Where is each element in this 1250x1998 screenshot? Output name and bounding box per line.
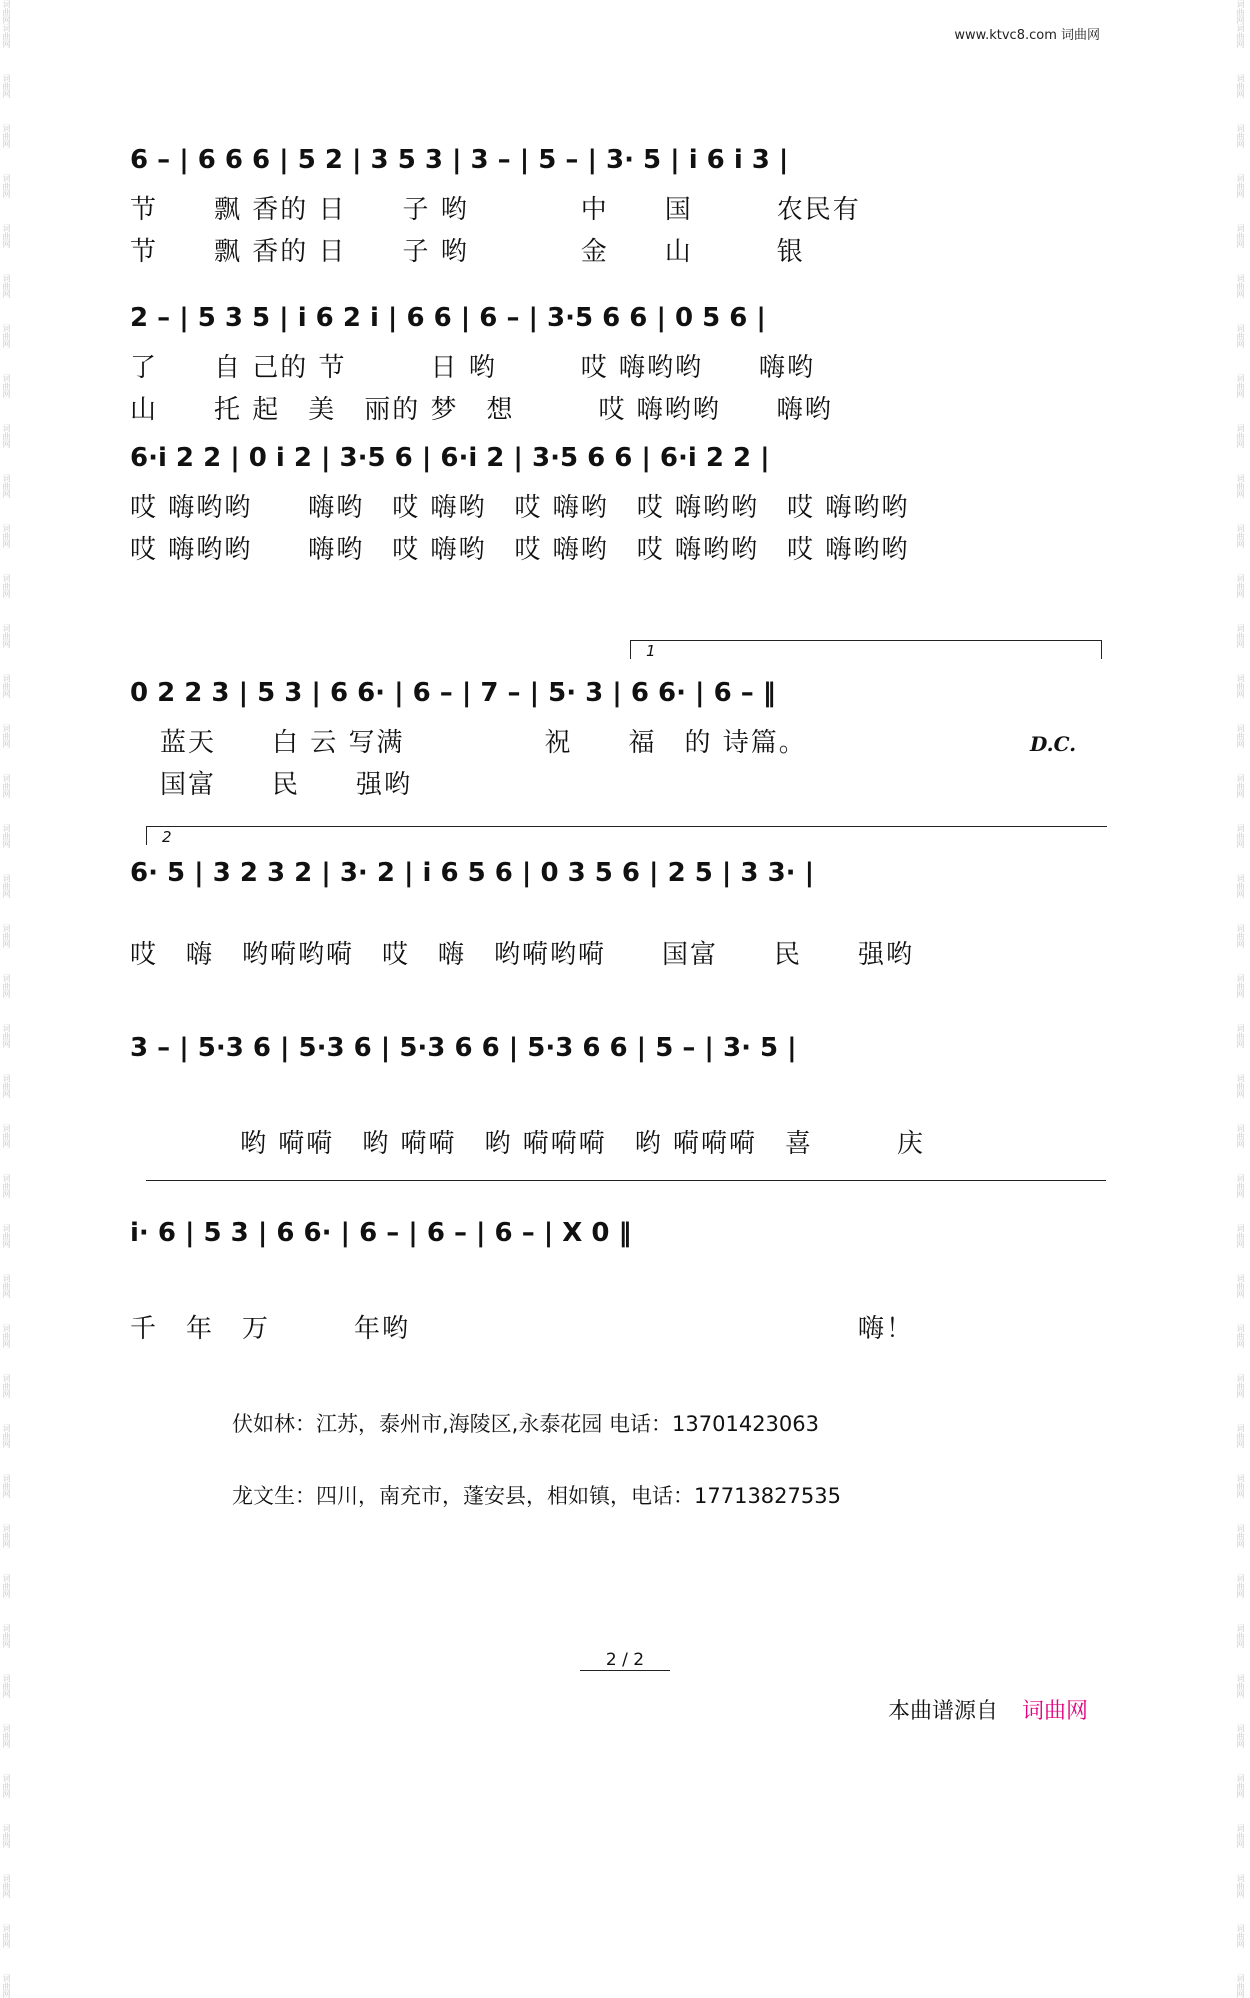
watermark-text: 词曲网 xyxy=(2,674,11,698)
notes-text: 2 – | 5 3 5 | i 6 2 i | 6 6 | 6 – | 3·5 6 6 | 0 5 6 | xyxy=(130,303,766,333)
lyric-verse-1 xyxy=(130,1308,1110,1350)
lyric-text: 蓝天 白 云 写满 祝 福 的 诗篇。 xyxy=(160,728,807,758)
score-system-6 xyxy=(130,1033,1110,1165)
watermark-text: 词曲网 xyxy=(1236,674,1245,698)
watermark-text: 词曲网 xyxy=(1236,1624,1245,1648)
watermark-text: 词曲网 xyxy=(2,1974,11,1998)
watermark-text: 词曲网 xyxy=(1236,1124,1245,1148)
watermark-text: 词曲网 xyxy=(2,24,11,48)
watermark-text: 词曲网 xyxy=(2,74,11,98)
watermark-text: 词曲网 xyxy=(1236,1424,1245,1448)
notes-text: 3 – | 5·3 6 | 5·3 6 | 5·3 6 6 | 5·3 6 6 | 5 – | 3· 5 | xyxy=(130,1033,797,1063)
lyric-text: 哎 嗨哟哟 嗨哟 哎 嗨哟 哎 嗨哟 哎 嗨哟哟 哎 嗨哟哟 xyxy=(130,535,910,565)
watermark-text: 词曲网 xyxy=(1236,774,1245,798)
watermark-text: 词曲网 xyxy=(2,224,11,248)
lyric-text: 节 飘 香的 日 子 哟 金 山 银 xyxy=(130,237,805,267)
volta-bracket-1 xyxy=(630,640,1102,659)
watermark-text: 词曲网 xyxy=(2,724,11,748)
watermark-text: 词曲网 xyxy=(1236,1874,1245,1898)
watermark-text: 词曲网 xyxy=(2,1574,11,1598)
header-site-link[interactable]: www.ktvc8.com 词曲网 xyxy=(954,28,1100,43)
watermark-text: 词曲网 xyxy=(1236,0,1245,24)
notes-text: i· 6 | 5 3 | 6 6· | 6 – | 6 – | 6 – | X 0 ‖ xyxy=(130,1218,632,1248)
watermark-text: 词曲网 xyxy=(1236,324,1245,348)
watermark-text: 词曲网 xyxy=(1236,124,1245,148)
watermark-text: 词曲网 xyxy=(1236,1974,1245,1998)
watermark-text: 词曲网 xyxy=(2,1924,11,1948)
credit-line-2: 龙文生：四川，南充市，蓬安县，相如镇，电话：17713827535 xyxy=(232,1484,841,1508)
watermark-text: 词曲网 xyxy=(1236,174,1245,198)
score-system-2 xyxy=(130,303,1110,431)
watermark-text: 词曲网 xyxy=(2,1624,11,1648)
volta-label-1: 1 xyxy=(646,642,656,660)
watermark-text: 词曲网 xyxy=(2,924,11,948)
watermark-text: 词曲网 xyxy=(2,474,11,498)
notes-text: 0 2 2 3 | 5 3 | 6 6· | 6 – | 7 – | 5· 3 | 6 6· | 6 – ‖ xyxy=(130,678,776,708)
lyric-text: 节 飘 香的 日 子 哟 中 国 农民有 xyxy=(130,195,861,225)
watermark-text: 词曲网 xyxy=(2,1524,11,1548)
watermark-text: 词曲网 xyxy=(1236,1174,1245,1198)
watermark-text: 词曲网 xyxy=(1236,724,1245,748)
notes-line xyxy=(130,1218,1110,1258)
watermark-text: 词曲网 xyxy=(1236,424,1245,448)
notes-text: 6· 5 | 3 2 3 2 | 3· 2 | i 6 5 6 | 0 3 5 6 | 2 5 | 3 3· | xyxy=(130,858,815,888)
watermark-text: 词曲网 xyxy=(1236,1324,1245,1348)
watermark-text: 词曲网 xyxy=(1236,924,1245,948)
watermark-text: 词曲网 xyxy=(1236,374,1245,398)
watermark-text: 词曲网 xyxy=(2,974,11,998)
watermark-text: 词曲网 xyxy=(2,324,11,348)
watermark-text: 词曲网 xyxy=(1236,1024,1245,1048)
score-system-5 xyxy=(130,858,1110,976)
watermark-text: 词曲网 xyxy=(2,1874,11,1898)
lyric-text: 国富 民 强哟 xyxy=(160,770,413,800)
watermark-text: 词曲网 xyxy=(1236,1274,1245,1298)
watermark-text: 词曲网 xyxy=(2,1424,11,1448)
lyric-verse-2 xyxy=(130,389,1110,431)
watermark-text: 词曲网 xyxy=(1236,1674,1245,1698)
score-system-7 xyxy=(130,1218,1110,1350)
watermark-text: 词曲网 xyxy=(1236,1774,1245,1798)
notes-line xyxy=(130,678,1110,718)
watermark-text: 词曲网 xyxy=(1236,274,1245,298)
notes-text: 6 – | 6 6 6 | 5 2 | 3 5 3 | 3 – | 5 – | 3· 5 | i 6 i 3 | xyxy=(130,145,789,175)
system-top-rule xyxy=(146,1180,1106,1181)
credit-line-1: 伏如林：江苏，泰州市,海陵区,永泰花园 电话：13701423063 xyxy=(232,1412,819,1436)
dc-marking: D.C. xyxy=(1030,732,1077,756)
notes-line xyxy=(130,145,1110,185)
watermark-text: 词曲网 xyxy=(2,874,11,898)
source-brand-link[interactable]: 词曲网 xyxy=(1021,1699,1088,1724)
score-system-4 xyxy=(130,678,1110,806)
watermark-text: 词曲网 xyxy=(2,274,11,298)
watermark-text: 词曲网 xyxy=(2,1124,11,1148)
lyric-verse-2 xyxy=(130,529,1110,571)
watermark-text: 词曲网 xyxy=(2,624,11,648)
lyric-text: 哟 嗬嗬 哟 嗬嗬 哟 嗬嗬嗬 哟 嗬嗬嗬 喜 庆 xyxy=(240,1129,926,1159)
watermark-text: 词曲网 xyxy=(2,774,11,798)
watermark-text: 词曲网 xyxy=(1236,24,1245,48)
watermark-text: 词曲网 xyxy=(2,1474,11,1498)
watermark-text: 词曲网 xyxy=(2,1274,11,1298)
lyric-verse-1 xyxy=(130,487,1110,529)
watermark-text: 词曲网 xyxy=(2,1374,11,1398)
watermark-text: 词曲网 xyxy=(1236,524,1245,548)
watermark-text: 词曲网 xyxy=(1236,974,1245,998)
volta-bracket-2 xyxy=(146,826,1107,845)
lyric-verse-2 xyxy=(130,231,1110,273)
watermark-text: 词曲网 xyxy=(1236,1524,1245,1548)
watermark-text: 词曲网 xyxy=(1236,1574,1245,1598)
watermark-text: 词曲网 xyxy=(1236,574,1245,598)
watermark-text: 词曲网 xyxy=(2,1174,11,1198)
watermark-text: 词曲网 xyxy=(1236,74,1245,98)
watermark-text: 词曲网 xyxy=(2,1824,11,1848)
lyric-text: 哎 嗨哟哟 嗨哟 哎 嗨哟 哎 嗨哟 哎 嗨哟哟 哎 嗨哟哟 xyxy=(130,493,910,523)
lyric-verse-1 xyxy=(130,722,1110,764)
notes-line xyxy=(130,858,1110,898)
source-credit xyxy=(888,1694,1088,1725)
watermark-text: 词曲网 xyxy=(1236,1924,1245,1948)
watermark-text: 词曲网 xyxy=(2,1024,11,1048)
notes-line xyxy=(130,443,1110,483)
watermark-text: 词曲网 xyxy=(1236,224,1245,248)
watermark-text: 词曲网 xyxy=(2,524,11,548)
watermark-text: 词曲网 xyxy=(2,1724,11,1748)
watermark-text: 词曲网 xyxy=(2,1674,11,1698)
score-system-1 xyxy=(130,145,1110,273)
watermark-text: 词曲网 xyxy=(1236,1474,1245,1498)
source-prefix: 本曲谱源自 xyxy=(887,1699,998,1724)
watermark-text: 词曲网 xyxy=(2,1074,11,1098)
watermark-text: 词曲网 xyxy=(1236,1724,1245,1748)
notes-line xyxy=(130,1033,1110,1073)
watermark-left xyxy=(2,0,14,1998)
lyric-verse-1 xyxy=(130,347,1110,389)
watermark-text: 词曲网 xyxy=(1236,1824,1245,1848)
watermark-text: 词曲网 xyxy=(1236,874,1245,898)
watermark-text: 词曲网 xyxy=(1236,1074,1245,1098)
volta-label-2: 2 xyxy=(162,828,172,846)
lyric-verse-1 xyxy=(130,934,1110,976)
watermark-text: 词曲网 xyxy=(1236,824,1245,848)
notes-text: 6·i 2 2 | 0 i 2 | 3·5 6 | 6·i 2 | 3·5 6 6 | 6·i 2 2 | xyxy=(130,443,770,473)
watermark-text: 词曲网 xyxy=(2,1324,11,1348)
watermark-text: 词曲网 xyxy=(2,124,11,148)
watermark-text: 词曲网 xyxy=(1236,1374,1245,1398)
watermark-text: 词曲网 xyxy=(1236,1224,1245,1248)
page-number-text: 2 / 2 xyxy=(580,1650,670,1671)
watermark-text: 词曲网 xyxy=(1236,474,1245,498)
watermark-text: 词曲网 xyxy=(2,174,11,198)
watermark-text: 词曲网 xyxy=(2,574,11,598)
notes-line xyxy=(130,303,1110,343)
watermark-text: 词曲网 xyxy=(2,374,11,398)
lyric-text: 了 自 己的 节 日 哟 哎 嗨哟哟 嗨哟 xyxy=(130,353,816,383)
score-system-3 xyxy=(130,443,1110,571)
watermark-right xyxy=(1236,0,1248,1998)
watermark-text: 词曲网 xyxy=(2,424,11,448)
page-number xyxy=(0,1650,1250,1670)
watermark-text: 词曲网 xyxy=(2,0,11,24)
watermark-text: 词曲网 xyxy=(1236,624,1245,648)
watermark-text: 词曲网 xyxy=(2,1224,11,1248)
watermark-text: 词曲网 xyxy=(2,1774,11,1798)
lyric-verse-1 xyxy=(130,1123,1110,1165)
lyric-text: 哎 嗨 哟嗬哟嗬 哎 嗨 哟嗬哟嗬 国富 民 强哟 xyxy=(130,940,915,970)
lyric-verse-2 xyxy=(130,764,1110,806)
lyric-text: 千 年 万 年哟 嗨！ xyxy=(130,1314,915,1344)
lyric-verse-1 xyxy=(130,189,1110,231)
lyric-text: 山 托 起 美 丽的 梦 想 哎 嗨哟哟 嗨哟 xyxy=(130,395,833,425)
watermark-text: 词曲网 xyxy=(2,824,11,848)
